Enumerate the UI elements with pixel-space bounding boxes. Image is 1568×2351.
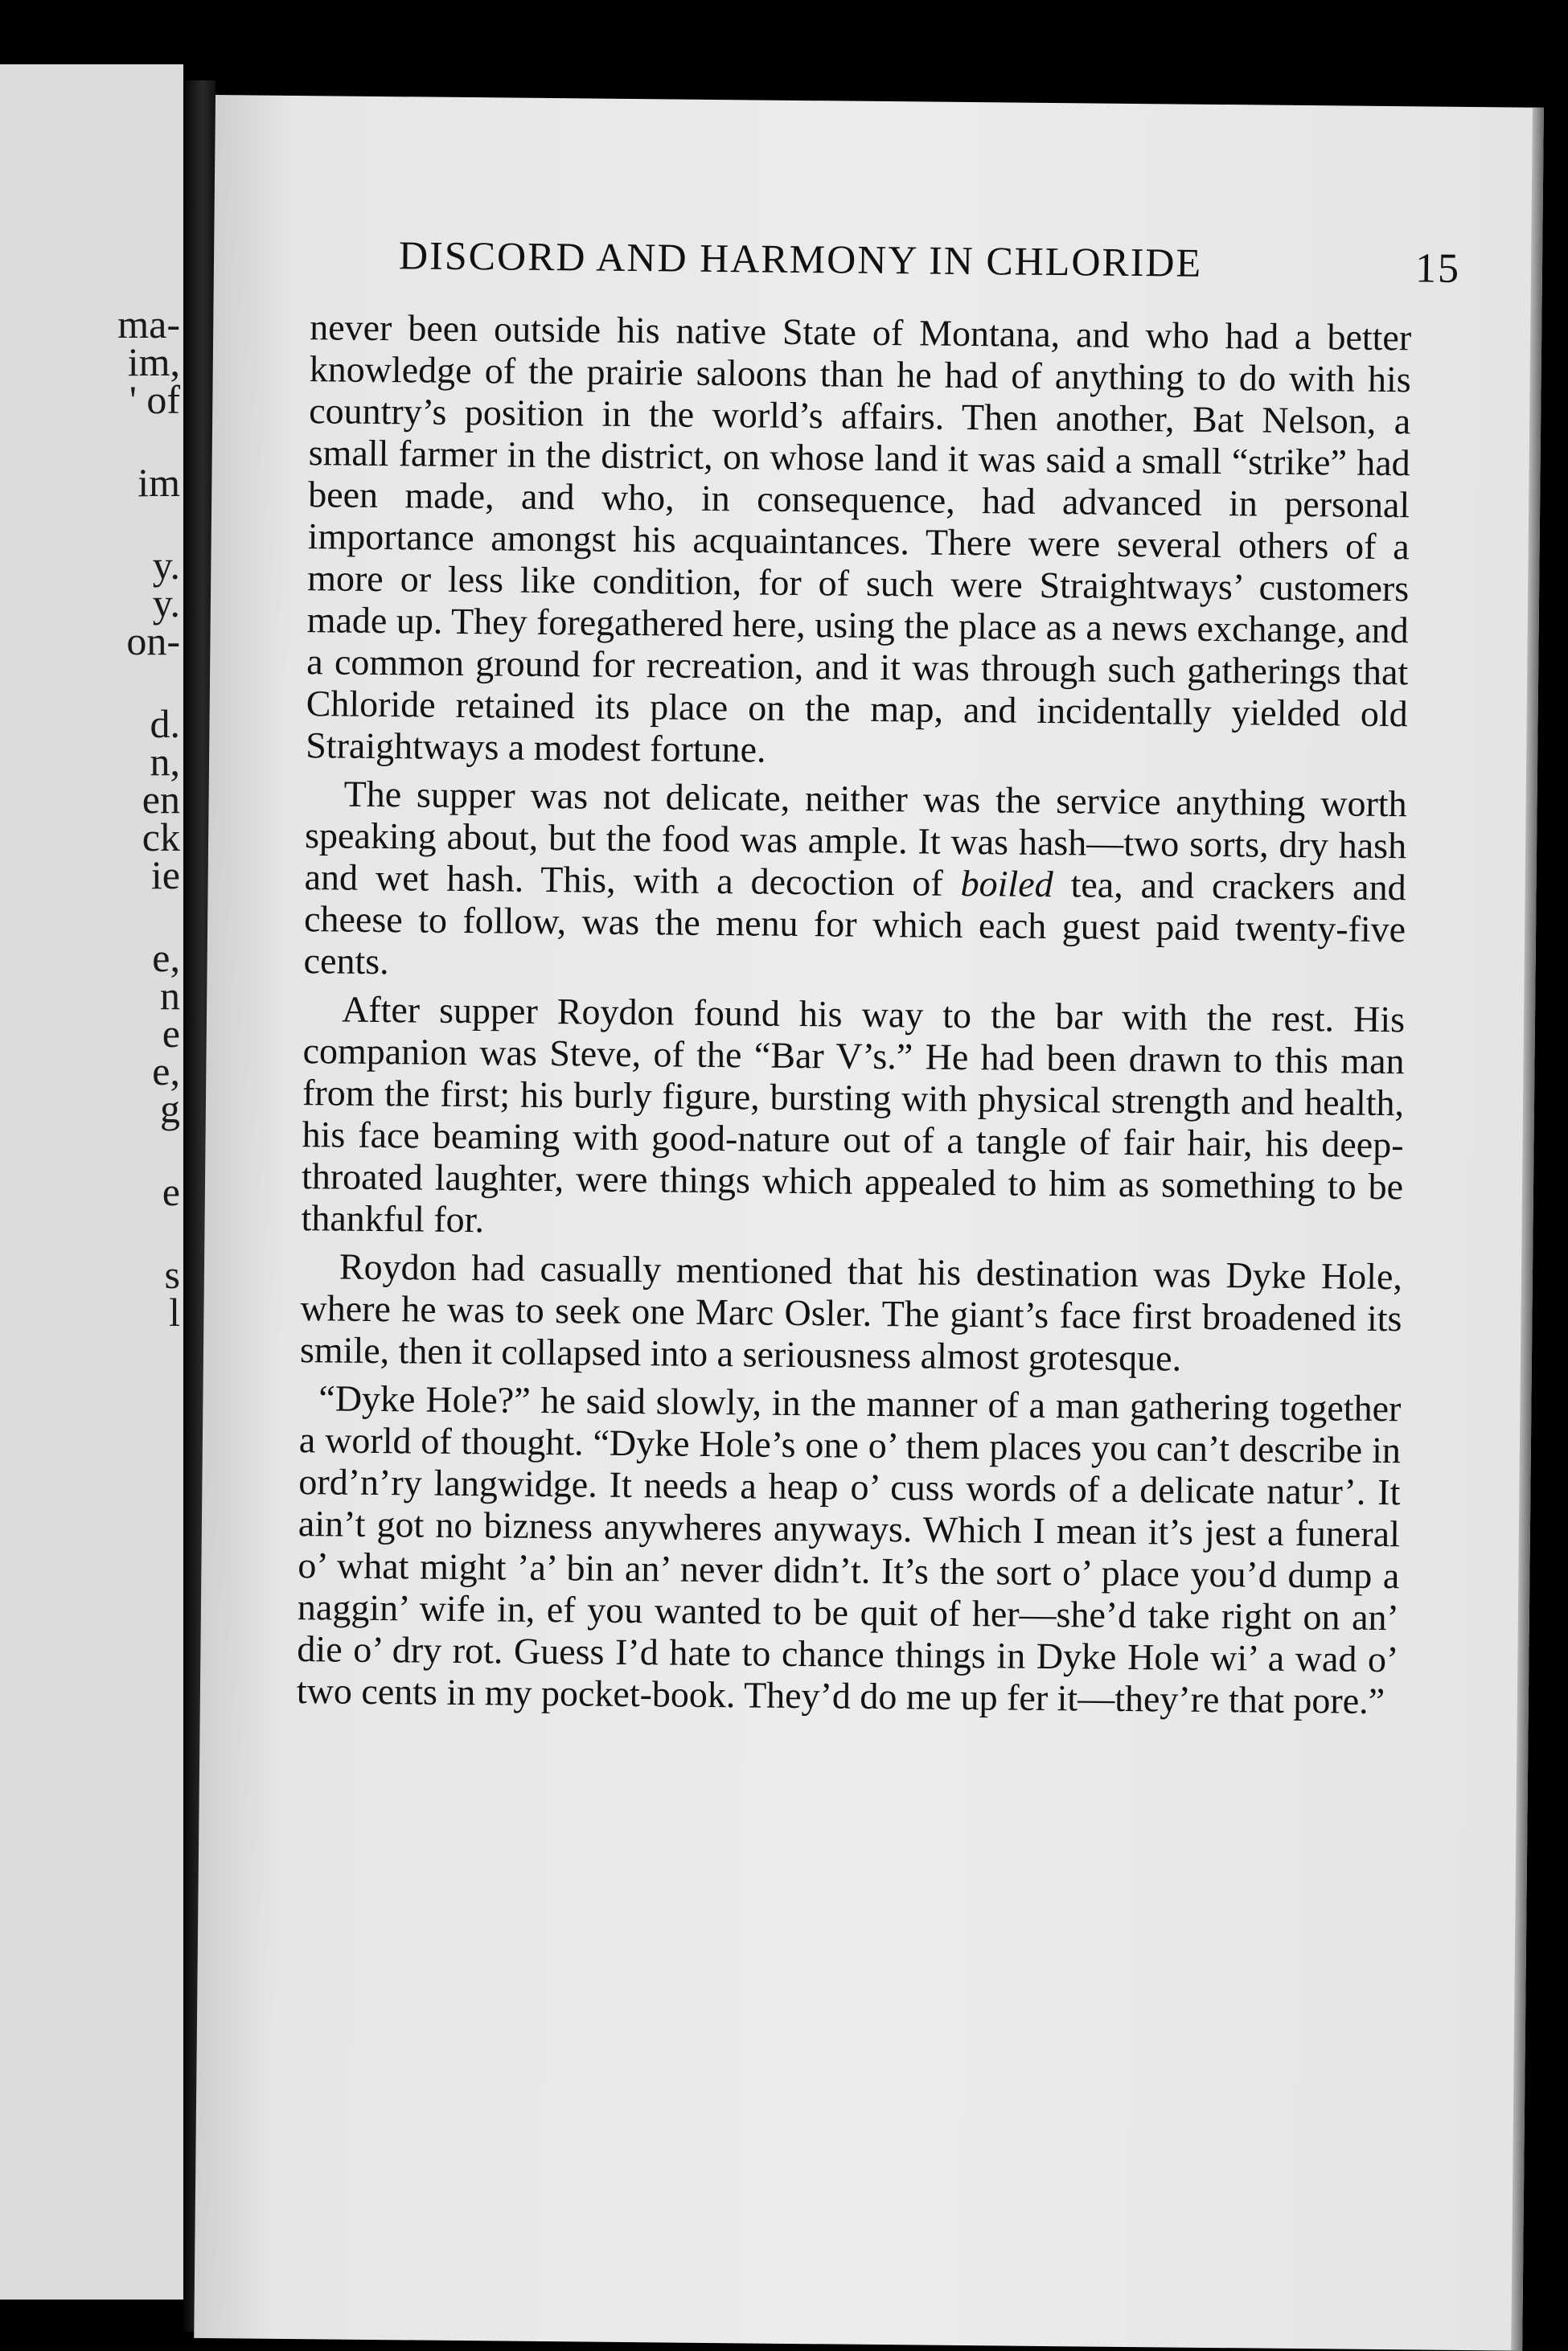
fragment-line: d.	[150, 701, 180, 746]
paragraph: “Dyke Hole?” he said slowly, in the manner of a man gathering together a world of thought. “Dyke Hole’s one o’ them places you can’t describe in ord’n’ry langwidge. It needs a heap o’ cuss words of a delicate natur’. It ain’t got no bizness anywheres anyways. Which I mean it’s jest a funeral o’ what might ’a’ bin an’ never didn’t. It’s the sort o’ place you’d dump a naggin’ wife in, ef you wanted to be quit of her—she’d take right on an’ die o’ dry rot. Guess I’d hate to chance things in Dyke Hole wi’ a wad o’ two cents in my pocket-book. They’d do me up fer it—they’re that pore.”	[296, 1377, 1402, 1722]
chapter-title: DISCORD AND HARMONY IN CHLORIDE	[398, 232, 1203, 285]
paragraph	[303, 773, 1406, 992]
fragment-line: y.	[152, 543, 180, 588]
fragment-line: e,	[152, 1048, 180, 1093]
fragment-line: on-	[126, 618, 180, 663]
fragment-line	[19, 1211, 180, 1256]
paragraph-text: The supper was not delicate, neither was the service anything worth speaking about, but the food was ample. It was hash—two sorts, dry hash and wet hash. This, with a decoction of	[304, 773, 1407, 904]
fragment-line: en	[142, 777, 180, 822]
paragraph: Roydon had casually mentioned that his destination was Dyke Hole, where he was to seek one Marc Osler. The giant’s face first broadened its smile, then it collapsed into a seriousness almost grotesque.	[299, 1245, 1403, 1379]
facing-page-text-fragments	[19, 302, 180, 1335]
fragment-line	[19, 419, 180, 464]
fragment-line: ma-	[117, 302, 180, 347]
fragment-line: e,	[152, 935, 180, 980]
fragment-line: y.	[152, 581, 180, 626]
fragment-line: ck	[142, 814, 180, 860]
fragment-line: ' of	[129, 377, 180, 422]
facing-page-left	[0, 64, 183, 2300]
fragment-line	[19, 1128, 180, 1173]
fragment-line: im	[138, 460, 180, 505]
paragraph-text: tea, and crackers and cheese to follow, was the menu for which each guest paid twenty-five cents.	[303, 864, 1406, 983]
fragment-line	[19, 502, 180, 547]
fragment-line	[19, 894, 180, 939]
fragment-line: e	[162, 1011, 180, 1056]
fragment-line: l	[169, 1290, 180, 1335]
fragment-line: ie	[150, 852, 180, 897]
fragment-line: n	[160, 973, 180, 1018]
paragraph: After supper Roydon found his way to the bar with the rest. His companion was Steve, of the “Bar V’s.” He had been drawn to this man from the first; his burly figure, bursting with physical strength and health, his face beaming with good-nature out of a tangle of fair hair, his deep-throated laughter, were things which appealed to him as something to be thankful for.	[301, 988, 1406, 1241]
fragment-line: im,	[127, 339, 180, 384]
page-edge-shadow	[1511, 108, 1544, 2351]
fragment-line: n,	[150, 739, 180, 784]
fragment-line: s	[164, 1252, 180, 1297]
running-header	[399, 232, 1461, 298]
fragment-line: g	[160, 1086, 180, 1131]
italic-word: boiled	[960, 862, 1053, 905]
book-page	[194, 95, 1544, 2351]
fragment-line: e	[162, 1169, 180, 1214]
page-body	[297, 306, 1412, 1722]
page-number: 15	[1414, 245, 1461, 292]
paragraph: never been outside his native State of Montana, and who had a better knowledge of the prairie saloons than he had of anything to do with his country’s position in the world’s affairs. Then another, Bat Nelson, a small farmer in the district, on whose land it was said a small “strike” had been made, and who, in consequence, had advanced in personal importance amongst his acquaintances. There were several others of a more or less like condition, for of such were Straightways’ customers made up. They foregathered here, using the place as a news exchange, and a common ground for recreation, and it was through such gatherings that Chloride retained its place on the map, and incidentally yielded old Straightways a modest fortune.	[305, 306, 1412, 770]
fragment-line	[19, 660, 180, 705]
